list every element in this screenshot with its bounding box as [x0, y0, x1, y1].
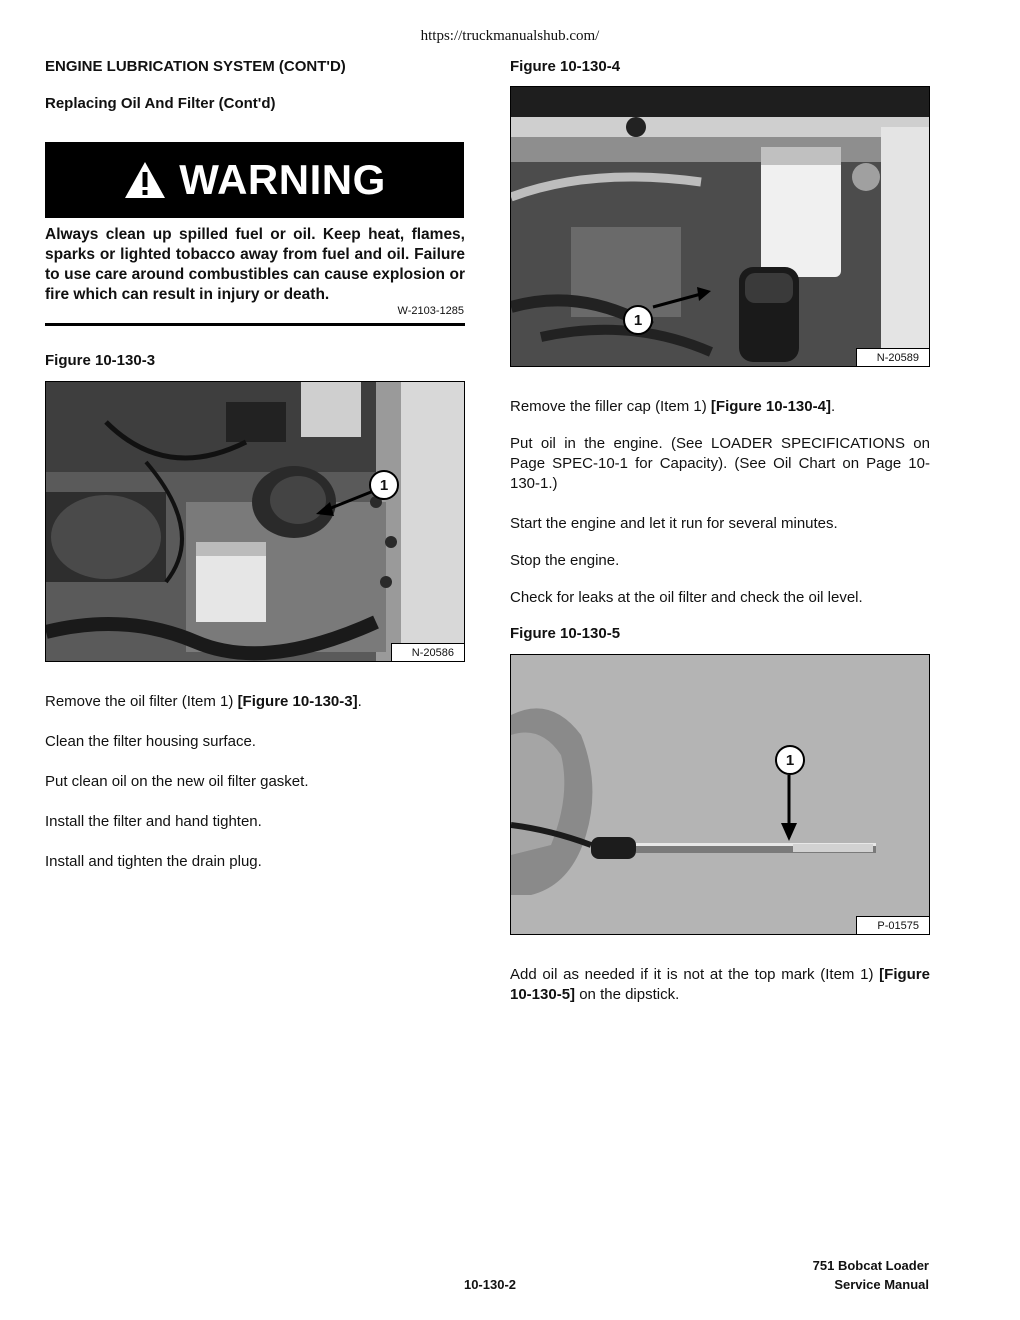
step-install-filter: Install the filter and hand tighten. — [45, 813, 262, 830]
engine-oil-filter-image — [46, 382, 464, 661]
figure-4-photo — [510, 86, 930, 367]
figure-4-label: N-20589 — [856, 348, 929, 366]
figure-4-caption: Figure 10-130-4 — [510, 58, 621, 75]
figure-3-caption: Figure 10-130-3 — [45, 352, 156, 369]
figure-3-callout: 1 — [369, 470, 399, 500]
figure-5-reference: [Figure 10-130-5] — [510, 966, 930, 1003]
step-remove-oil-filter: Remove the oil filter (Item 1) [Figure 10-130-3]. — [45, 693, 362, 710]
figure-5-photo — [510, 654, 930, 935]
figure-3-photo — [45, 381, 465, 662]
step-stop-engine: Stop the engine. — [510, 552, 620, 569]
figure-3-reference: [Figure 10-130-3] — [237, 693, 358, 710]
warning-banner — [45, 142, 464, 218]
warning-divider — [45, 323, 465, 326]
section-title: ENGINE LUBRICATION SYSTEM (CONT'D) — [45, 58, 346, 75]
figure-5-caption: Figure 10-130-5 — [510, 625, 621, 642]
page-number: 10-130-2 — [463, 1277, 517, 1292]
source-url: https://truckmanualshub.com/ — [420, 28, 600, 44]
step-drain-plug: Install and tighten the drain plug. — [45, 853, 262, 870]
warning-code: W-2103-1285 — [397, 305, 464, 317]
step-add-oil: Put oil in the engine. (See LOADER SPECIFICATIONS on Page SPEC-10-1 for Capacity). (See Oil Chart on Page 10-130-1.) — [510, 435, 930, 492]
step-clean-housing: Clean the filter housing surface. — [45, 733, 256, 750]
warning-text: Always clean up spilled fuel or oil. Keep heat, flames, sparks or lighted tobacco away from fuel and oil. Failure to use care around combustibles can cause explosion or fire which can result in injury or death. — [45, 226, 465, 303]
step-check-leaks: Check for leaks at the oil filter and check the oil level. — [510, 589, 863, 606]
step-start-engine: Start the engine and let it run for several minutes. — [510, 515, 838, 532]
exclamation-triangle-icon — [123, 160, 167, 200]
warning-title: WARNING — [179, 156, 386, 203]
manual-name: Service Manual — [834, 1277, 929, 1292]
step-remove-filler-cap: Remove the filler cap (Item 1) [Figure 10-130-4]. — [510, 398, 836, 415]
product-name: 751 Bobcat Loader — [812, 1258, 929, 1273]
figure-3-label: N-20586 — [391, 643, 464, 661]
figure-5-label: P-01575 — [856, 916, 929, 934]
dipstick-image — [511, 655, 929, 934]
figure-5-callout: 1 — [775, 745, 805, 775]
figure-4-reference: [Figure 10-130-4] — [710, 398, 831, 415]
subsection-title: Replacing Oil And Filter (Cont'd) — [45, 95, 276, 112]
step-oil-gasket: Put clean oil on the new oil filter gasket. — [45, 773, 309, 790]
figure-4-callout: 1 — [623, 305, 653, 335]
engine-filler-cap-image — [511, 87, 929, 366]
step-add-oil-as-needed: Add oil as needed if it is not at the top mark (Item 1) [Figure 10-130-5] on the dipstick. — [510, 966, 930, 1003]
